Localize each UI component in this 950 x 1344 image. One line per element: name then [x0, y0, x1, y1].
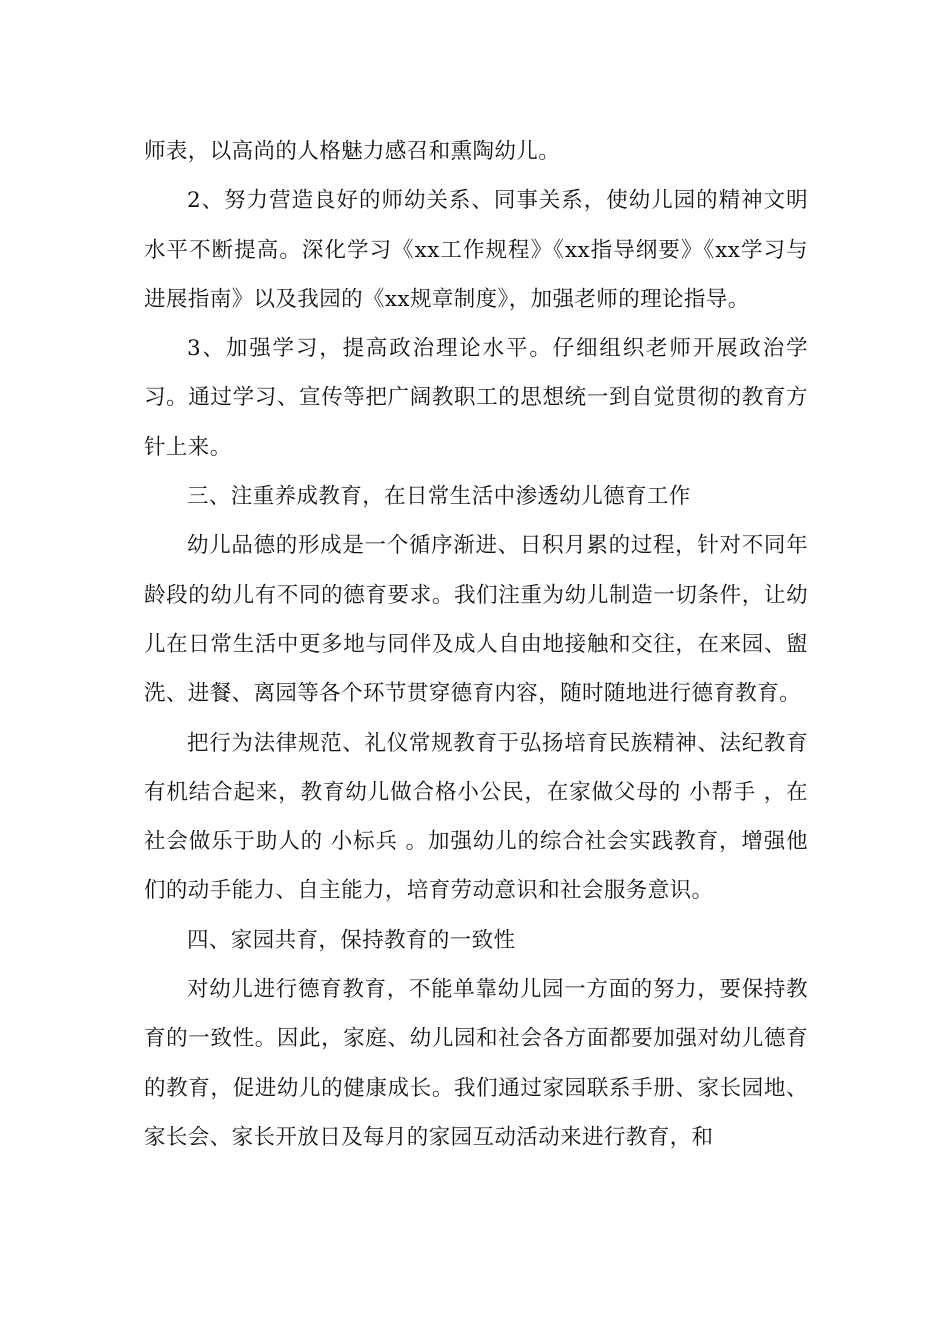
document-body [144, 127, 808, 1162]
paragraph-item-3: 3、加强学习，提高政治理论水平。仔细组织老师开展政治学习。通过学习、宣传等把广阔教职工的思想统一到自觉贯彻的教育方针上来。 [144, 336, 808, 460]
section-heading-3: 三、注重养成教育，在日常生活中渗透幼儿德育工作 [187, 484, 691, 510]
paragraph-item-2: 2、努力营造良好的师幼关系、同事关系，使幼儿园的精神文明水平不断提高。深化学习《xx工作规程》《xx指导纲要》《xx学习与进展指南》以及我园的《xx规章制度》，加强老师的理论指导。 [144, 188, 808, 312]
paragraph-moral-formation: 幼儿品德的形成是一个循序渐进、日积月累的过程，针对不同年龄段的幼儿有不同的德育要求。我们注重为幼儿制造一切条件，让幼儿在日常生活中更多地与同伴及成人自由地接触和交往，在来园、盥洗、进餐、离园等各个环节贯穿德育内容，随时随地进行德育教育。 [144, 533, 808, 707]
paragraph-behavior-norms: 把行为法律规范、礼仪常规教育于弘扬培育民族精神、法纪教育有机结合起来，教育幼儿做合格小公民，在家做父母的 小帮手 ，在社会做乐于助人的 小标兵 。加强幼儿的综合社会实践教育，增强他们的动手能力、自主能力，培育劳动意识和社会服务意识。 [144, 730, 808, 904]
section-heading-4: 四、家园共育，保持教育的一致性 [187, 927, 516, 953]
paragraph-continuation: 师表，以高尚的人格魅力感召和熏陶幼儿。 [144, 139, 561, 164]
paragraph-home-school: 对幼儿进行德育教育，不能单靠幼儿园一方面的努力，要保持教育的一致性。因此，家庭、幼儿园和社会各方面都要加强对幼儿德育的教育，促进幼儿的健康成长。我们通过家园联系手册、家长园地、家长会、家长开放日及每月的家园互动活动来进行教育，和 [144, 977, 808, 1150]
